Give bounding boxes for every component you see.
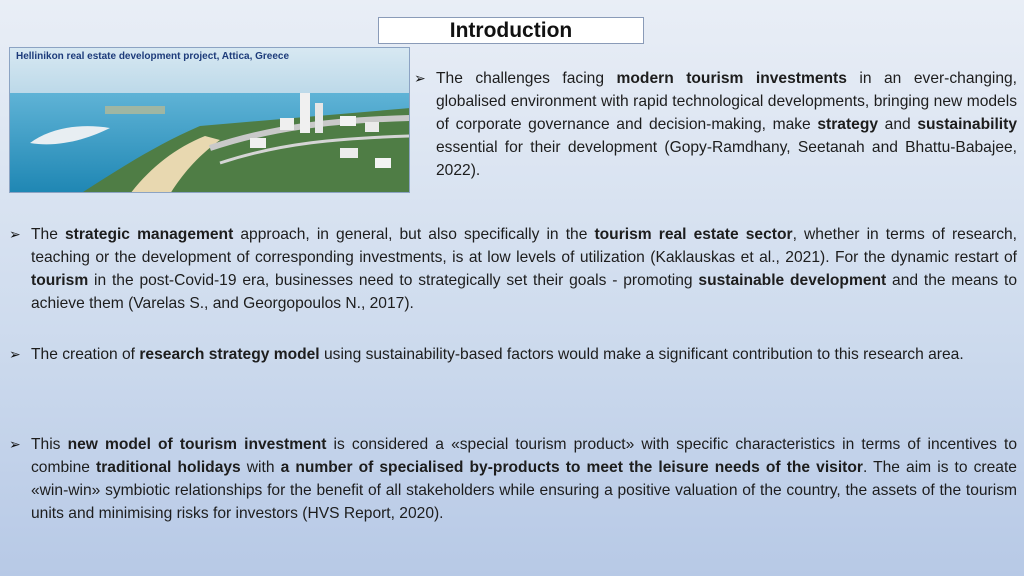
arrow-bullet-icon: ➢ — [9, 436, 21, 452]
text-segment: essential for their development (Gopy-Ramdhany, Seetanah and Bhattu-Babajee, 2022). — [436, 139, 1017, 179]
bold-text-segment: modern tourism investments — [616, 70, 847, 87]
text-segment: is considered a «special tourism product» with specific characteristics in terms of incentives to combine — [31, 436, 1017, 476]
text-segment: The — [31, 226, 65, 243]
text-segment: This — [31, 436, 68, 453]
text-segment: using sustainability-based factors would make a significant contribution to this research area. — [319, 346, 964, 363]
bullet-2 — [9, 223, 1017, 315]
bullet-3 — [9, 343, 1017, 366]
image-caption: Hellinikon real estate development project, Attica, Greece — [16, 51, 290, 62]
text-segment: in the post-Covid-19 era, businesses need to strategically set their goals - promoting — [88, 272, 699, 289]
bullet-text — [436, 67, 1017, 182]
text-segment: in an ever-changing, globalised environment with rapid technological developments, bringing new models of corporate governance and decision-making, make — [436, 70, 1018, 133]
bullet-text — [31, 223, 1017, 315]
text-segment: approach, in general, but also specifically in the — [233, 226, 595, 243]
bold-text-segment: sustainability — [917, 116, 1017, 133]
text-segment: The challenges facing — [436, 70, 617, 87]
text-segment: . The aim is to create «win-win» symbiotic relationships for the benefit of all stakeholders while ensuring a positive valuation of the country, the assets of the tourism units and minimising risks for investors (HVS Report, 2020). — [31, 459, 1017, 522]
arrow-bullet-icon: ➢ — [9, 346, 21, 362]
slide-title: Introduction — [378, 17, 644, 44]
bold-text-segment: sustainable development — [698, 272, 887, 289]
bold-text-segment: a number of specialised by-products to meet the leisure needs of the visitor — [280, 459, 863, 476]
arrow-bullet-icon: ➢ — [414, 70, 426, 86]
bold-text-segment: tourism — [31, 272, 89, 289]
aerial-rendering-illustration — [10, 48, 410, 193]
bold-text-segment: strategy — [817, 116, 879, 133]
text-segment: , whether in terms of research, teaching or the development of corresponding investments, is at low levels of utilization (Kaklauskas et al., 2021). For the dynamic restart of — [31, 226, 1017, 266]
hellinikon-project-image — [9, 47, 410, 193]
text-segment: and the means to achieve them (Varelas S., and Georgopoulos N., 2017). — [31, 272, 1018, 312]
bullet-1 — [414, 67, 1017, 182]
bold-text-segment: traditional holidays — [96, 459, 241, 476]
text-segment: The creation of — [31, 346, 140, 363]
bold-text-segment: new model of tourism investment — [67, 436, 327, 453]
bullet-4 — [9, 433, 1017, 525]
bold-text-segment: research strategy model — [139, 346, 320, 363]
text-segment: with — [240, 459, 281, 476]
text-segment: and — [878, 116, 918, 133]
bold-text-segment: strategic management — [64, 226, 234, 243]
bullet-text — [31, 343, 964, 366]
arrow-bullet-icon: ➢ — [9, 226, 21, 242]
bullet-text — [31, 433, 1017, 525]
bold-text-segment: tourism real estate sector — [594, 226, 793, 243]
